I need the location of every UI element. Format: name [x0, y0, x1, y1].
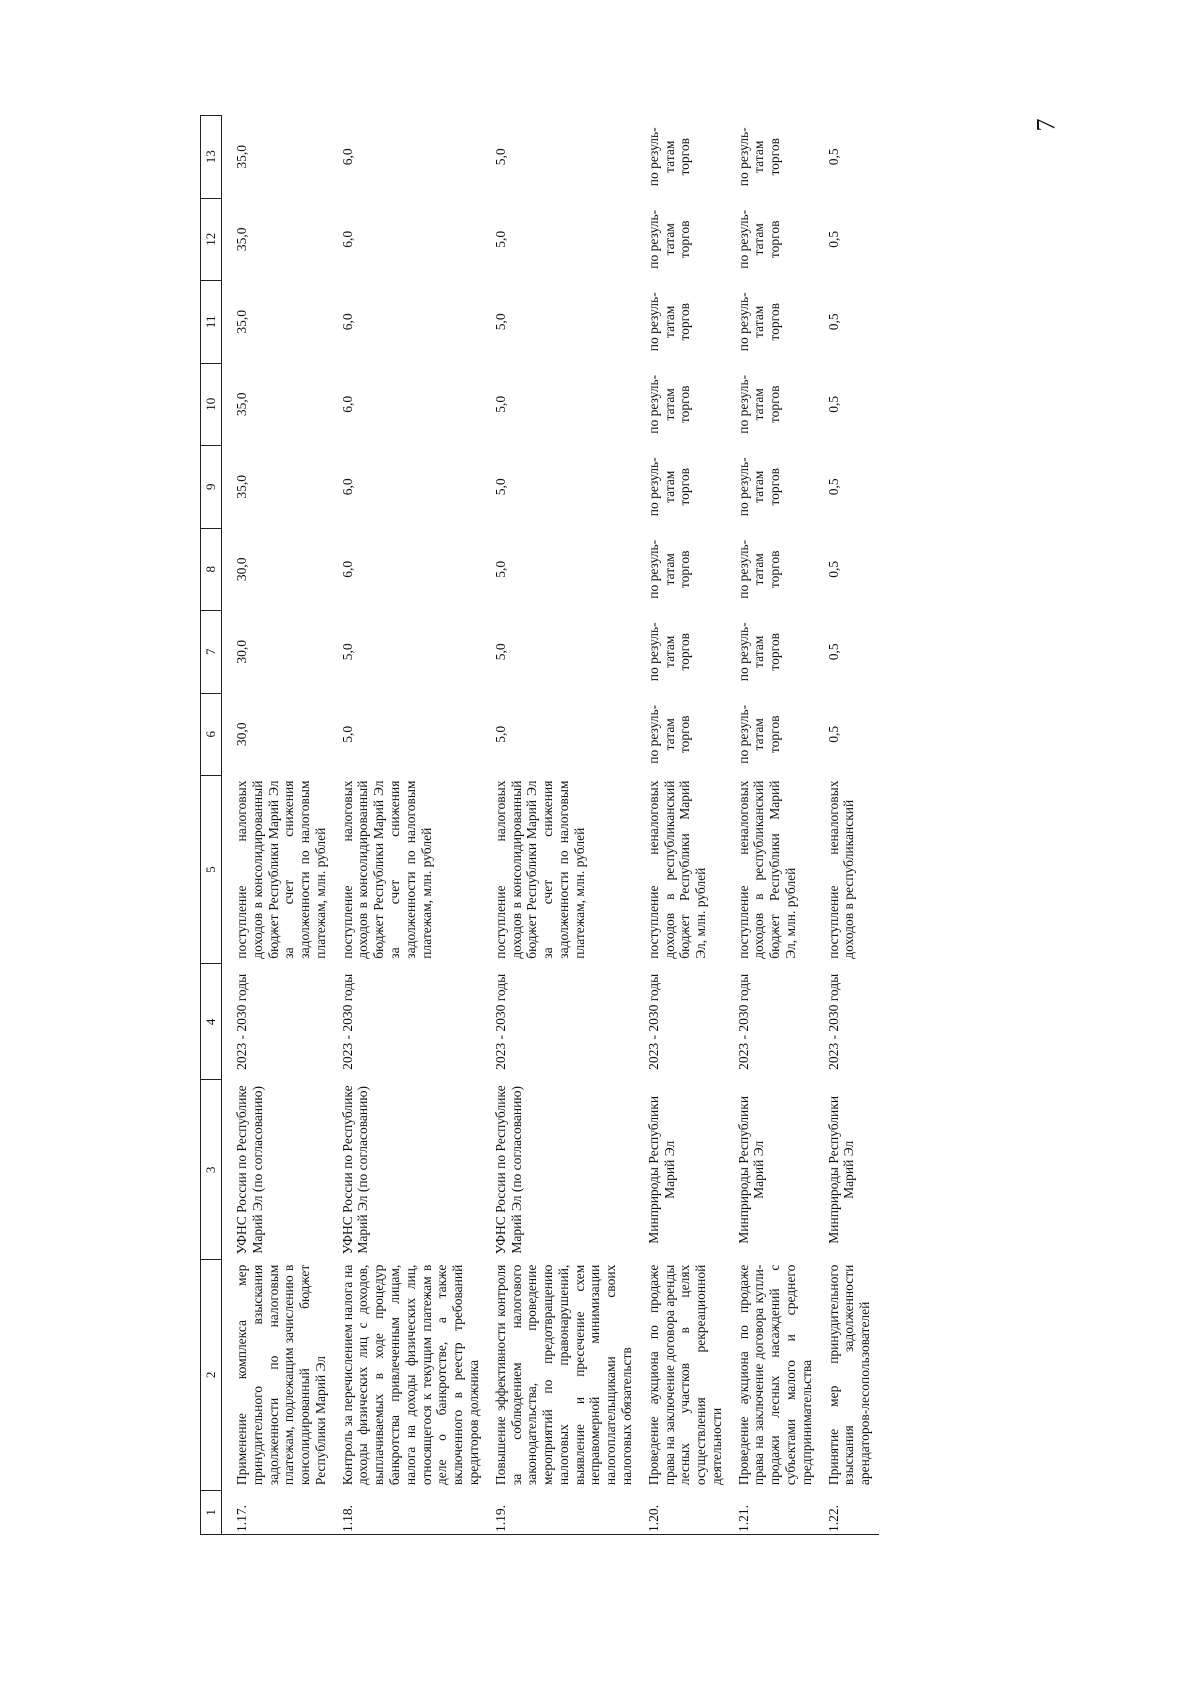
- header-cell: 3: [201, 1080, 222, 1260]
- period-cell: 2023 - 2030 годы: [339, 973, 355, 1070]
- table-row: [488, 116, 641, 1535]
- indicator-cell: поступление неналоговых доходов в республиканский бюджет Республики Марий Эл, млн. рублей: [645, 780, 709, 959]
- value-cell: по резуль- татам торгов: [645, 374, 693, 434]
- value-cell: по резуль- татам торгов: [735, 292, 783, 352]
- header-cell: 8: [201, 528, 222, 611]
- header-cell: 12: [201, 198, 222, 281]
- value-cell: по резуль- татам торгов: [645, 704, 693, 764]
- value-cell: 5,0: [492, 230, 508, 248]
- value-cell: 30,0: [234, 557, 249, 582]
- measure-cell: Проведение аукциона по продаже права на заключение договора купли-продажи лесных насаждений с субъектами малого и среднего предпринимательства: [735, 1264, 814, 1486]
- table-row: [222, 116, 335, 1535]
- executor-cell: УФНС России по Республике Марий Эл (по согласованию): [234, 1085, 265, 1255]
- indicator-cell: поступление налоговых доходов в консолидированный бюджет Республики Марий Эл за счет снижения задолженности по налоговым платежам, млн. рублей: [234, 780, 328, 959]
- period-cell: 2023 - 2030 годы: [735, 973, 751, 1070]
- value-cell: 6,0: [339, 313, 355, 331]
- value-cell: 35,0: [234, 474, 249, 499]
- executor-cell: Минприроды Республики Марий Эл: [735, 1095, 767, 1244]
- value-cell: по резуль- татам торгов: [735, 127, 783, 187]
- value-cell: 0,5: [825, 395, 841, 413]
- value-cell: 5,0: [492, 478, 508, 496]
- value-cell: по резуль- татам торгов: [735, 539, 783, 599]
- header-cell: 2: [201, 1260, 222, 1490]
- value-cell: 0,5: [825, 725, 841, 743]
- header-cell: 11: [201, 281, 222, 364]
- indicator-cell: поступление неналоговых доходов в республиканский бюджет Республики Марий Эл, млн. рублей: [735, 780, 798, 959]
- indicator-cell: поступление налоговых доходов в консолидированный бюджет Республики Марий Эл за счет снижения задолженности по налоговым платежам, млн. рублей: [492, 780, 587, 959]
- value-cell: 5,0: [492, 395, 508, 413]
- header-cell: 1: [201, 1490, 222, 1534]
- value-cell: по резуль- татам торгов: [735, 457, 783, 517]
- row-number: 1.20.: [641, 1490, 731, 1534]
- value-cell: 5,0: [492, 643, 508, 661]
- header-row: [201, 116, 222, 1535]
- value-cell: по резуль- татам торгов: [645, 539, 693, 599]
- executor-cell: УФНС России по Республике Марий Эл (по согласованию): [339, 1085, 371, 1255]
- header-cell: 13: [201, 116, 222, 199]
- value-cell: 6,0: [339, 148, 355, 166]
- value-cell: 6,0: [339, 478, 355, 496]
- period-cell: 2023 - 2030 годы: [492, 973, 508, 1070]
- executor-cell: Минприроды Республики Марий Эл: [645, 1095, 677, 1244]
- value-cell: 0,5: [825, 313, 841, 331]
- header-cell: 10: [201, 363, 222, 446]
- row-number: 1.21.: [731, 1490, 821, 1534]
- table-row: [641, 116, 731, 1535]
- value-cell: 35,0: [234, 144, 249, 169]
- value-cell: 30,0: [234, 722, 249, 747]
- value-cell: 6,0: [339, 560, 355, 578]
- measure-cell: Проведение аукциона по продаже права на заключение договора аренды лесных участков в целях осуществления рекреационной деятельности: [645, 1264, 724, 1486]
- table-body: [222, 116, 879, 1535]
- header-cell: 5: [201, 776, 222, 964]
- value-cell: 35,0: [234, 392, 249, 417]
- header-cell: 9: [201, 446, 222, 529]
- period-cell: 2023 - 2030 годы: [234, 973, 249, 1070]
- value-cell: 0,5: [825, 230, 841, 248]
- table-wrapper: [200, 115, 1030, 1535]
- executor-cell: УФНС России по Республике Марий Эл (по согласованию): [492, 1085, 524, 1255]
- value-cell: 5,0: [492, 148, 508, 166]
- value-cell: 0,5: [825, 148, 841, 166]
- indicator-cell: поступление налоговых доходов в консолидированный бюджет Республики Марий Эл за счет снижения задолженности по налоговым платежам, млн. рублей: [339, 780, 434, 959]
- value-cell: 5,0: [492, 725, 508, 743]
- value-cell: по резуль- татам торгов: [645, 292, 693, 352]
- value-cell: по резуль- татам торгов: [645, 127, 693, 187]
- value-cell: 30,0: [234, 639, 249, 664]
- value-cell: по резуль- татам торгов: [735, 209, 783, 269]
- measure-cell: Принятие мер принудительного взыскания задолженности арендаторов-лесопользователей: [825, 1264, 873, 1486]
- measure-cell: Повышение эффективности контроля за соблюдением налогового законодательства, проведение мероприятий по предотвращению налоговых правонарушений, выявление и пресечение схем неправомерной минимизации налогоплательщиками своих налоговых обязательств: [492, 1264, 634, 1486]
- value-cell: по резуль- татам торгов: [735, 704, 783, 764]
- row-number: 1.19.: [488, 1490, 641, 1534]
- value-cell: 6,0: [339, 395, 355, 413]
- measures-table: [200, 115, 879, 1535]
- period-cell: 2023 - 2030 годы: [825, 973, 841, 1070]
- measure-cell: Контроль за перечислением налога на доходы физических лиц с доходов, выплачиваемых в ходе процедур банкротства привлеченным лицам, налога на доходы физических лиц, относящегося к текущим платежам в деле о банкротстве, а также включенного в реестр требований кредиторов должника: [339, 1264, 481, 1486]
- row-number: 1.22.: [821, 1490, 879, 1534]
- header-cell: 7: [201, 611, 222, 694]
- value-cell: 5,0: [339, 725, 355, 743]
- value-cell: 0,5: [825, 560, 841, 578]
- value-cell: по резуль- татам торгов: [735, 374, 783, 434]
- page-number: 7: [1031, 118, 1061, 132]
- value-cell: по резуль- татам торгов: [735, 622, 783, 682]
- value-cell: 35,0: [234, 309, 249, 334]
- value-cell: 5,0: [339, 643, 355, 661]
- measure-cell: Применение комплекса мер принудительного взыскания задолженности по налоговым платежам, подлежащим зачислению в консолидированный бюджет Республики Марий Эл: [234, 1264, 328, 1486]
- value-cell: 0,5: [825, 478, 841, 496]
- indicator-cell: поступление неналоговых доходов в республиканский: [825, 780, 857, 959]
- value-cell: 35,0: [234, 227, 249, 252]
- table-row: [821, 116, 879, 1535]
- value-cell: по резуль- татам торгов: [645, 457, 693, 517]
- value-cell: 6,0: [339, 230, 355, 248]
- value-cell: 0,5: [825, 643, 841, 661]
- table-row: [731, 116, 821, 1535]
- period-cell: 2023 - 2030 годы: [645, 973, 661, 1070]
- table-row: [335, 116, 488, 1535]
- value-cell: по резуль- татам торгов: [645, 622, 693, 682]
- value-cell: 5,0: [492, 313, 508, 331]
- rotated-table-area: [200, 115, 1030, 1535]
- row-number: 1.17.: [222, 1490, 335, 1534]
- executor-cell: Минприроды Республики Марий Эл: [825, 1095, 857, 1244]
- row-number: 1.18.: [335, 1490, 488, 1534]
- value-cell: по резуль- татам торгов: [645, 209, 693, 269]
- header-cell: 6: [201, 693, 222, 776]
- value-cell: 5,0: [492, 560, 508, 578]
- header-cell: 4: [201, 964, 222, 1080]
